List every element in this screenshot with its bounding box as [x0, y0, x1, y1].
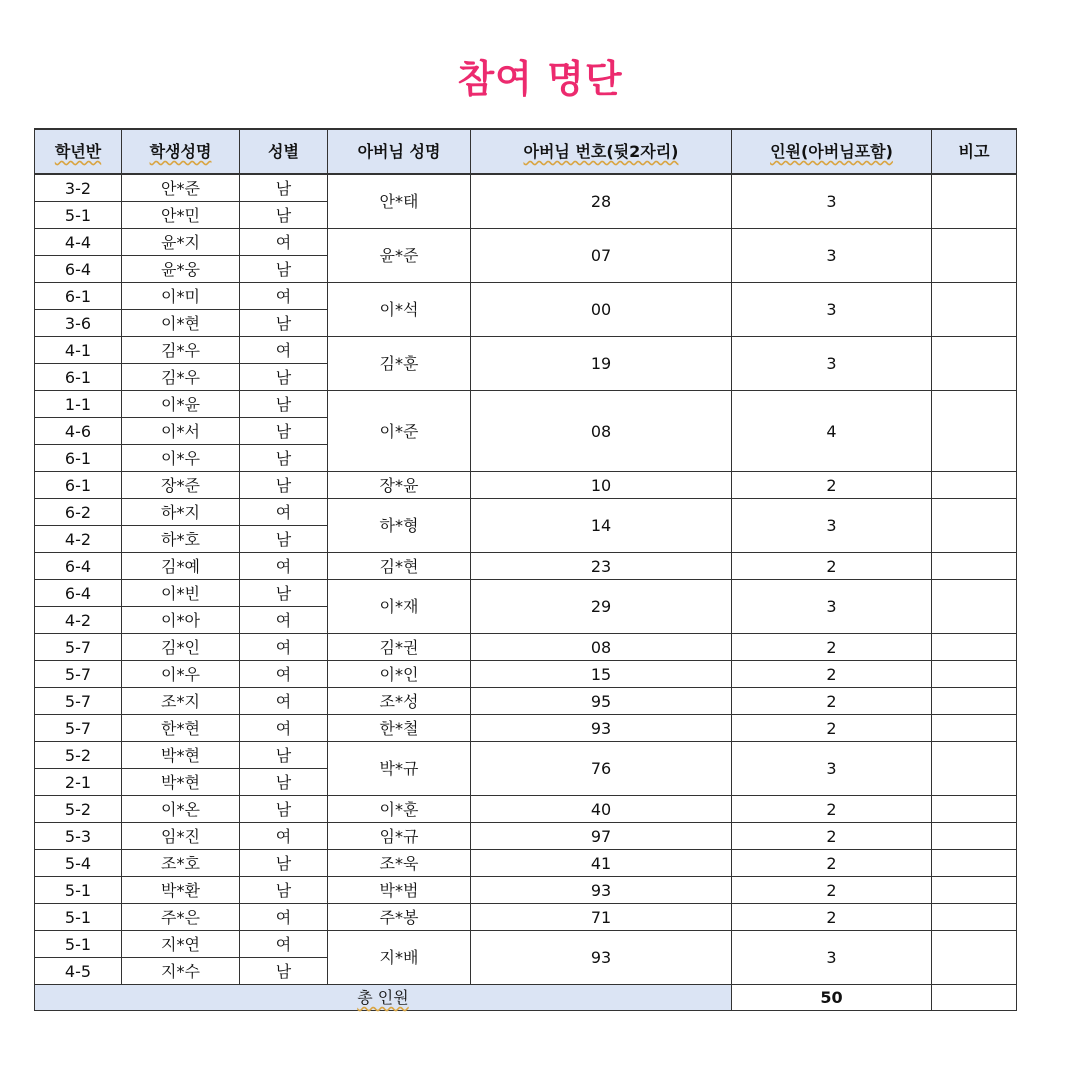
cell-gender: 여 [240, 661, 328, 688]
cell-student-name: 김*예 [122, 553, 240, 580]
cell-gender: 여 [240, 337, 328, 364]
cell-note [932, 850, 1017, 877]
header-headcount: 인원(아버님포함) [732, 129, 932, 174]
table-row [35, 931, 1017, 958]
cell-student-name: 이*미 [122, 283, 240, 310]
participant-table [34, 128, 1017, 1011]
cell-gender: 남 [240, 445, 328, 472]
cell-headcount: 3 [732, 337, 932, 391]
cell-father-name: 이*훈 [328, 796, 471, 823]
table-row [35, 472, 1017, 499]
cell-grade: 3-2 [35, 174, 122, 202]
cell-grade: 4-6 [35, 418, 122, 445]
cell-father-phone: 40 [471, 796, 732, 823]
cell-grade: 4-2 [35, 526, 122, 553]
cell-father-name: 김*권 [328, 634, 471, 661]
cell-gender: 남 [240, 850, 328, 877]
cell-grade: 6-4 [35, 580, 122, 607]
cell-student-name: 김*우 [122, 364, 240, 391]
header-grade: 학년반 [35, 129, 122, 174]
cell-gender: 여 [240, 904, 328, 931]
cell-student-name: 이*우 [122, 445, 240, 472]
cell-student-name: 조*지 [122, 688, 240, 715]
cell-father-name: 이*준 [328, 391, 471, 472]
table-row [35, 661, 1017, 688]
table-row [35, 229, 1017, 256]
cell-grade: 5-1 [35, 904, 122, 931]
cell-grade: 3-6 [35, 310, 122, 337]
cell-father-phone: 08 [471, 391, 732, 472]
cell-father-name: 하*형 [328, 499, 471, 553]
cell-father-name: 안*태 [328, 174, 471, 229]
cell-student-name: 이*서 [122, 418, 240, 445]
cell-headcount: 4 [732, 391, 932, 472]
cell-father-name: 장*윤 [328, 472, 471, 499]
cell-student-name: 하*지 [122, 499, 240, 526]
cell-student-name: 이*우 [122, 661, 240, 688]
cell-student-name: 안*준 [122, 174, 240, 202]
cell-grade: 6-1 [35, 472, 122, 499]
table-row [35, 877, 1017, 904]
cell-student-name: 이*온 [122, 796, 240, 823]
cell-note [932, 715, 1017, 742]
cell-student-name: 이*아 [122, 607, 240, 634]
cell-grade: 6-1 [35, 364, 122, 391]
cell-grade: 2-1 [35, 769, 122, 796]
cell-note [932, 283, 1017, 337]
cell-student-name: 장*준 [122, 472, 240, 499]
cell-gender: 여 [240, 553, 328, 580]
cell-note [932, 877, 1017, 904]
header-note: 비고 [932, 129, 1017, 174]
cell-student-name: 안*민 [122, 202, 240, 229]
cell-note [932, 742, 1017, 796]
cell-grade: 5-7 [35, 634, 122, 661]
total-label: 총 인원 [35, 985, 732, 1011]
table-row [35, 715, 1017, 742]
cell-note [932, 904, 1017, 931]
cell-grade: 6-2 [35, 499, 122, 526]
table-body [35, 174, 1017, 985]
table-row [35, 553, 1017, 580]
cell-gender: 여 [240, 607, 328, 634]
cell-father-name: 조*욱 [328, 850, 471, 877]
cell-student-name: 윤*지 [122, 229, 240, 256]
header-father-name: 아버님 성명 [328, 129, 471, 174]
cell-gender: 남 [240, 742, 328, 769]
cell-gender: 남 [240, 958, 328, 985]
cell-father-phone: 23 [471, 553, 732, 580]
cell-father-phone: 28 [471, 174, 732, 229]
cell-grade: 5-7 [35, 688, 122, 715]
cell-gender: 여 [240, 634, 328, 661]
cell-grade: 5-3 [35, 823, 122, 850]
cell-father-name: 주*봉 [328, 904, 471, 931]
cell-father-phone: 95 [471, 688, 732, 715]
cell-note [932, 174, 1017, 229]
cell-father-phone: 93 [471, 877, 732, 904]
table-row [35, 174, 1017, 202]
cell-student-name: 지*수 [122, 958, 240, 985]
cell-grade: 5-1 [35, 877, 122, 904]
table-row [35, 499, 1017, 526]
cell-father-name: 윤*준 [328, 229, 471, 283]
table-row [35, 283, 1017, 310]
cell-student-name: 이*현 [122, 310, 240, 337]
cell-note [932, 229, 1017, 283]
cell-gender: 여 [240, 688, 328, 715]
cell-father-name: 박*범 [328, 877, 471, 904]
table-row [35, 742, 1017, 769]
cell-student-name: 박*현 [122, 742, 240, 769]
cell-grade: 5-1 [35, 202, 122, 229]
cell-father-phone: 10 [471, 472, 732, 499]
cell-headcount: 3 [732, 229, 932, 283]
cell-headcount: 3 [732, 742, 932, 796]
cell-father-name: 이*인 [328, 661, 471, 688]
cell-gender: 남 [240, 391, 328, 418]
cell-headcount: 3 [732, 499, 932, 553]
cell-father-phone: 19 [471, 337, 732, 391]
cell-student-name: 박*현 [122, 769, 240, 796]
cell-note [932, 688, 1017, 715]
cell-father-name: 김*훈 [328, 337, 471, 391]
cell-student-name: 윤*웅 [122, 256, 240, 283]
cell-note [932, 823, 1017, 850]
cell-grade: 6-4 [35, 256, 122, 283]
cell-headcount: 2 [732, 850, 932, 877]
cell-father-name: 김*현 [328, 553, 471, 580]
cell-student-name: 김*우 [122, 337, 240, 364]
cell-grade: 5-1 [35, 931, 122, 958]
cell-headcount: 2 [732, 877, 932, 904]
cell-father-name: 이*재 [328, 580, 471, 634]
cell-grade: 5-2 [35, 796, 122, 823]
table-row [35, 823, 1017, 850]
cell-student-name: 주*은 [122, 904, 240, 931]
cell-student-name: 한*현 [122, 715, 240, 742]
cell-gender: 남 [240, 796, 328, 823]
cell-headcount: 2 [732, 553, 932, 580]
cell-student-name: 조*호 [122, 850, 240, 877]
cell-note [932, 634, 1017, 661]
cell-father-phone: 08 [471, 634, 732, 661]
cell-headcount: 2 [732, 715, 932, 742]
cell-gender: 남 [240, 472, 328, 499]
cell-headcount: 2 [732, 661, 932, 688]
cell-gender: 남 [240, 256, 328, 283]
cell-student-name: 지*연 [122, 931, 240, 958]
header-gender: 성별 [240, 129, 328, 174]
table-row [35, 688, 1017, 715]
table-row [35, 796, 1017, 823]
cell-grade: 5-7 [35, 715, 122, 742]
cell-grade: 5-2 [35, 742, 122, 769]
total-note [932, 985, 1017, 1011]
cell-father-phone: 93 [471, 715, 732, 742]
cell-note [932, 661, 1017, 688]
cell-grade: 4-4 [35, 229, 122, 256]
cell-note [932, 553, 1017, 580]
cell-headcount: 3 [732, 931, 932, 985]
cell-father-phone: 29 [471, 580, 732, 634]
cell-grade: 4-5 [35, 958, 122, 985]
cell-headcount: 3 [732, 580, 932, 634]
header-father-phone: 아버님 번호(뒷2자리) [471, 129, 732, 174]
cell-headcount: 2 [732, 796, 932, 823]
cell-father-phone: 41 [471, 850, 732, 877]
cell-father-phone: 93 [471, 931, 732, 985]
cell-student-name: 박*환 [122, 877, 240, 904]
cell-headcount: 2 [732, 688, 932, 715]
cell-note [932, 499, 1017, 553]
cell-gender: 여 [240, 283, 328, 310]
cell-note [932, 796, 1017, 823]
cell-student-name: 이*윤 [122, 391, 240, 418]
cell-father-phone: 97 [471, 823, 732, 850]
header-student-name: 학생성명 [122, 129, 240, 174]
cell-student-name: 하*호 [122, 526, 240, 553]
table-row [35, 634, 1017, 661]
cell-gender: 여 [240, 823, 328, 850]
cell-gender: 남 [240, 769, 328, 796]
cell-note [932, 472, 1017, 499]
cell-headcount: 3 [732, 174, 932, 229]
cell-gender: 여 [240, 229, 328, 256]
cell-note [932, 931, 1017, 985]
table-row [35, 850, 1017, 877]
cell-father-name: 지*배 [328, 931, 471, 985]
table-row [35, 337, 1017, 364]
cell-father-name: 임*규 [328, 823, 471, 850]
cell-headcount: 2 [732, 634, 932, 661]
cell-grade: 6-4 [35, 553, 122, 580]
cell-father-name: 조*성 [328, 688, 471, 715]
cell-grade: 4-2 [35, 607, 122, 634]
cell-gender: 여 [240, 931, 328, 958]
cell-headcount: 2 [732, 472, 932, 499]
cell-student-name: 이*빈 [122, 580, 240, 607]
page-title: 참여 명단 [457, 57, 623, 101]
header-row [35, 129, 1017, 174]
cell-gender: 남 [240, 174, 328, 202]
cell-father-phone: 07 [471, 229, 732, 283]
cell-grade: 6-1 [35, 445, 122, 472]
cell-father-name: 한*철 [328, 715, 471, 742]
cell-gender: 여 [240, 715, 328, 742]
cell-grade: 1-1 [35, 391, 122, 418]
cell-gender: 남 [240, 526, 328, 553]
cell-grade: 5-7 [35, 661, 122, 688]
cell-headcount: 3 [732, 283, 932, 337]
cell-note [932, 337, 1017, 391]
total-value: 50 [732, 985, 932, 1011]
cell-grade: 6-1 [35, 283, 122, 310]
table-row [35, 391, 1017, 418]
cell-father-phone: 76 [471, 742, 732, 796]
cell-gender: 남 [240, 364, 328, 391]
cell-note [932, 391, 1017, 472]
cell-father-phone: 15 [471, 661, 732, 688]
cell-grade: 5-4 [35, 850, 122, 877]
table-row [35, 580, 1017, 607]
total-row [35, 985, 1017, 1011]
cell-gender: 남 [240, 580, 328, 607]
cell-father-phone: 71 [471, 904, 732, 931]
cell-gender: 남 [240, 310, 328, 337]
cell-headcount: 2 [732, 904, 932, 931]
cell-gender: 여 [240, 499, 328, 526]
cell-father-phone: 00 [471, 283, 732, 337]
cell-grade: 4-1 [35, 337, 122, 364]
cell-note [932, 580, 1017, 634]
cell-father-phone: 14 [471, 499, 732, 553]
cell-gender: 남 [240, 877, 328, 904]
cell-father-name: 이*석 [328, 283, 471, 337]
table-row [35, 904, 1017, 931]
cell-gender: 남 [240, 418, 328, 445]
cell-student-name: 임*진 [122, 823, 240, 850]
cell-father-name: 박*규 [328, 742, 471, 796]
cell-gender: 남 [240, 202, 328, 229]
cell-student-name: 김*인 [122, 634, 240, 661]
cell-headcount: 2 [732, 823, 932, 850]
